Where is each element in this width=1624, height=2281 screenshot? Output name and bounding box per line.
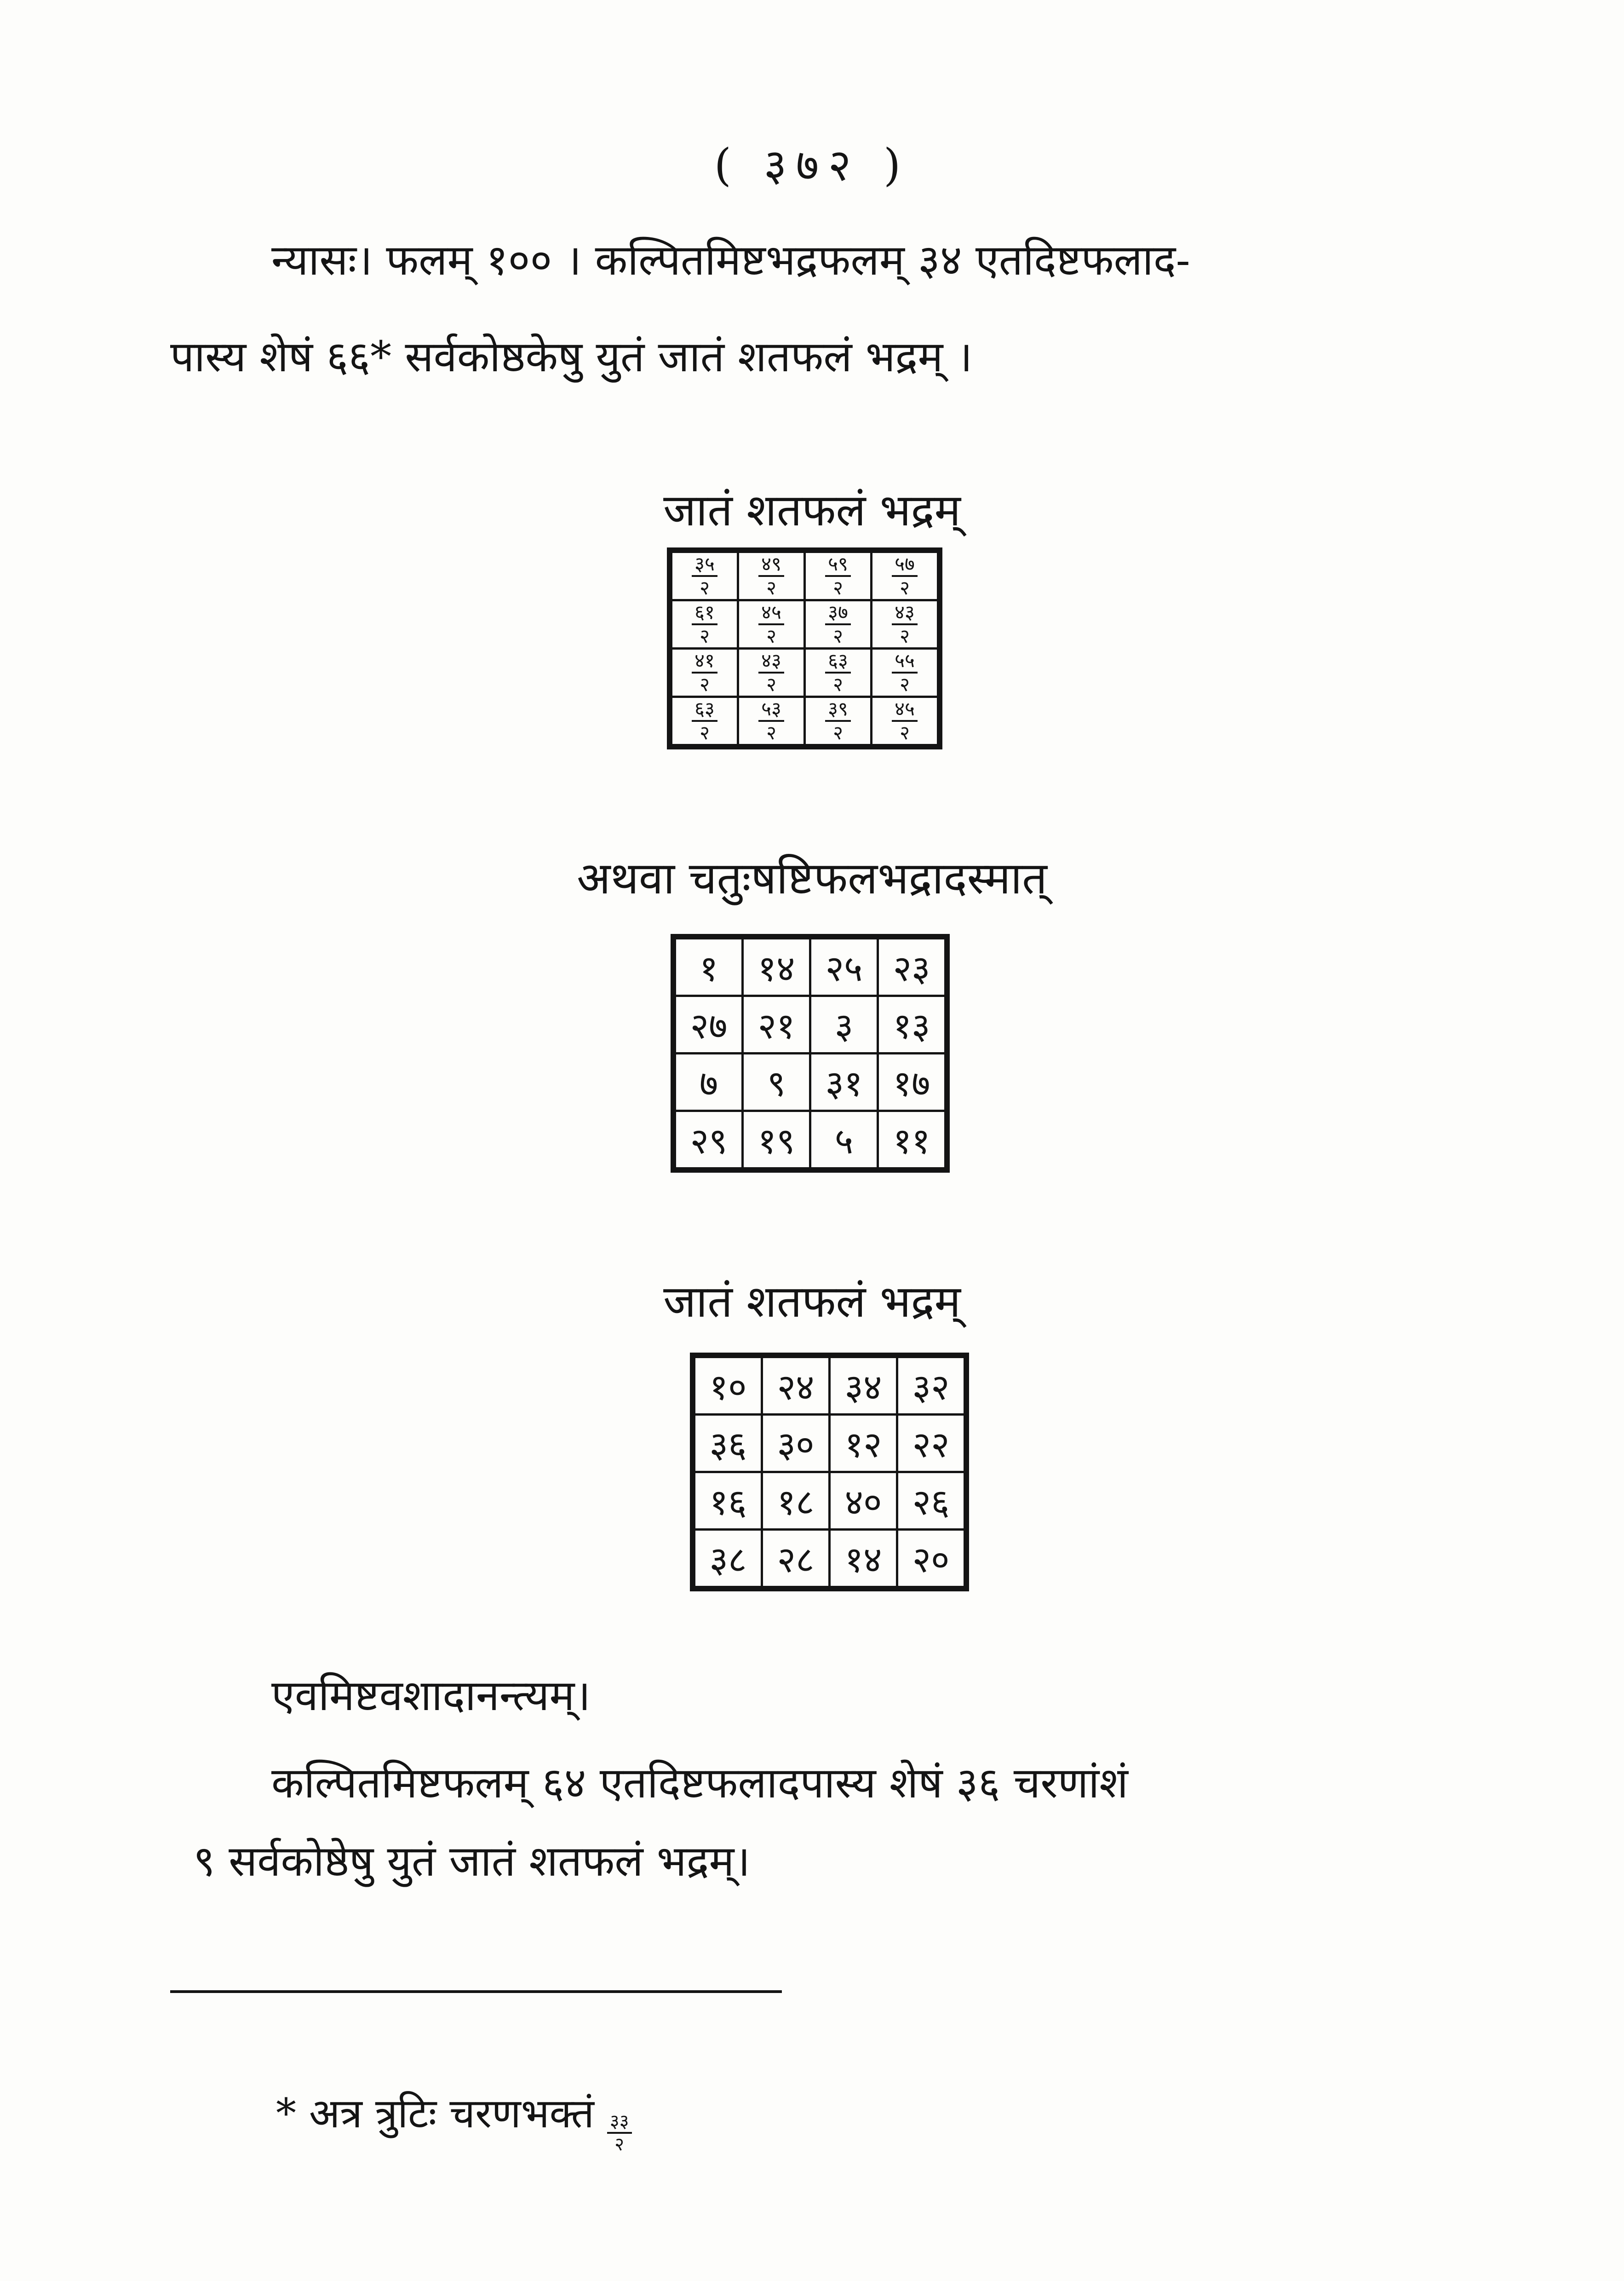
cell-fraction: [892, 651, 918, 694]
grid-row: [673, 1054, 947, 1111]
grid-cell: ३६: [693, 1415, 762, 1472]
grid-cell: ३८: [693, 1530, 762, 1589]
grid-cell: १०: [693, 1355, 762, 1415]
grid-cell: २९: [673, 1111, 743, 1170]
grid-cell: [670, 697, 738, 747]
grid-cell: [670, 600, 738, 649]
heading-grid-1: जातं शतफलं भद्रम्: [663, 484, 961, 536]
grid-cell: २७: [673, 996, 743, 1054]
cell-fraction: [825, 699, 851, 743]
grid-cell: १७: [878, 1054, 947, 1111]
footnote-fraction-numerator: ३३: [609, 2111, 629, 2132]
grid-cell: १: [673, 937, 743, 996]
fraction-denominator: २: [766, 625, 776, 647]
fraction-numerator: ३९: [828, 697, 848, 720]
cell-fraction: [758, 651, 784, 694]
fraction-denominator: २: [900, 625, 910, 647]
cell-fraction: [758, 554, 784, 598]
grid-row: [673, 937, 947, 996]
fraction-numerator: ५७: [895, 553, 915, 575]
grid-cell: [872, 600, 940, 649]
cell-fraction: [692, 603, 717, 646]
fraction-numerator: ४५: [761, 601, 781, 623]
fraction-denominator: २: [833, 576, 843, 599]
grid-row: [693, 1355, 966, 1415]
grid-cell: ११: [878, 1111, 947, 1170]
grid-cell: ३: [810, 996, 878, 1054]
grid-row: [670, 600, 940, 649]
grid-cell: ३१: [810, 1054, 878, 1111]
grid-cell: [805, 550, 872, 600]
fraction-denominator: २: [833, 721, 843, 744]
closing-line-1: एवमिष्टवशादानन्त्यम्।: [271, 1671, 591, 1720]
cell-fraction: [692, 651, 717, 694]
grid-cell: [670, 550, 738, 600]
cell-fraction: [825, 554, 851, 598]
grid-row: [693, 1472, 966, 1530]
fraction-denominator: २: [833, 673, 843, 696]
grid-cell: [738, 649, 805, 697]
grid-row: [670, 697, 940, 747]
footnote: [276, 2084, 632, 2154]
grid-cell: ५: [810, 1111, 878, 1170]
closing-line-2: कल्पितमिष्टफलम् ६४ एतदिष्टफलादपास्य शेषं ३६ चरणांशं: [271, 1758, 1128, 1808]
cell-fraction: [692, 699, 717, 743]
grid-cell: [872, 649, 940, 697]
grid-row: [693, 1415, 966, 1472]
grid-cell: ३२: [897, 1355, 967, 1415]
cell-fraction: [892, 554, 918, 598]
grid-cell: २६: [897, 1472, 967, 1530]
grid-row: [673, 1111, 947, 1170]
grid-cell: [738, 697, 805, 747]
fraction-numerator: ४१: [694, 649, 715, 672]
fraction-denominator: २: [766, 576, 776, 599]
cell-fraction: [892, 603, 918, 646]
fraction-numerator: ६३: [694, 697, 715, 720]
closing-line-3: ९ सर्वकोष्ठेषु युतं जातं शतफलं भद्रम्।: [193, 1837, 751, 1886]
grid-cell: २०: [897, 1530, 967, 1589]
grid-cell: ४०: [830, 1472, 897, 1530]
grid-cell: २४: [762, 1355, 830, 1415]
page-number: ( ३७२ ): [714, 139, 910, 191]
grid-cell: १८: [762, 1472, 830, 1530]
fraction-denominator: २: [900, 576, 910, 599]
intro-line-1: न्यासः। फलम् १०० । कल्पितमिष्टभद्रफलम् ३४ एतदिष्टफलाद-: [271, 236, 1190, 285]
fraction-numerator: ६१: [694, 601, 715, 623]
grid-cell: [805, 697, 872, 747]
grid-cell: [805, 649, 872, 697]
footnote-divider: [170, 1990, 782, 1993]
fraction-numerator: ५५: [895, 649, 915, 672]
grid-cell: २५: [810, 937, 878, 996]
fraction-denominator: २: [700, 625, 710, 647]
grid-cell: [872, 697, 940, 747]
intro-line-2: पास्य शेषं ६६* सर्वकोष्ठकेषु युतं जातं शतफलं भद्रम् ।: [170, 332, 973, 381]
fraction-denominator: २: [833, 625, 843, 647]
grid-cell: [738, 550, 805, 600]
fraction-denominator: २: [766, 673, 776, 696]
cell-fraction: [825, 651, 851, 694]
fraction-denominator: २: [766, 721, 776, 744]
footnote-fraction-denominator: २: [614, 2134, 625, 2155]
fraction-numerator: ३७: [828, 601, 848, 623]
grid-row: [693, 1530, 966, 1589]
cell-fraction: [692, 554, 717, 598]
magic-square-100: [690, 1353, 969, 1591]
grid-cell: ३०: [762, 1415, 830, 1472]
fraction-numerator: ४३: [895, 601, 915, 623]
grid-cell: ३४: [830, 1355, 897, 1415]
fraction-denominator: २: [900, 673, 910, 696]
cell-fraction: [892, 699, 918, 743]
grid-cell: ७: [673, 1054, 743, 1111]
heading-grid-2: अथवा चतुःषष्टिफलभद्रादस्मात्: [577, 852, 1047, 904]
magic-square-fractions: [667, 547, 942, 749]
fraction-numerator: ४५: [895, 697, 915, 720]
fraction-numerator: ४३: [761, 649, 781, 672]
grid-cell: [805, 600, 872, 649]
fraction-denominator: २: [700, 721, 710, 744]
fraction-numerator: ३५: [694, 553, 715, 575]
grid-cell: [670, 649, 738, 697]
grid-cell: १९: [743, 1111, 810, 1170]
fraction-numerator: ६३: [828, 649, 848, 672]
grid-row: [673, 996, 947, 1054]
grid-cell: १३: [878, 996, 947, 1054]
grid-cell: ९: [743, 1054, 810, 1111]
magic-square-64: [671, 934, 950, 1173]
grid-row: [670, 649, 940, 697]
grid-cell: २२: [897, 1415, 967, 1472]
cell-fraction: [758, 603, 784, 646]
cell-fraction: [825, 603, 851, 646]
grid-cell: [872, 550, 940, 600]
fraction-numerator: ४९: [761, 553, 781, 575]
grid-row: [670, 550, 940, 600]
fraction-denominator: २: [700, 576, 710, 599]
grid-cell: १४: [743, 937, 810, 996]
footnote-fraction: [607, 2112, 632, 2154]
fraction-denominator: २: [900, 721, 910, 744]
fraction-numerator: ५९: [828, 553, 848, 575]
footnote-text: * अत्र त्रुटिः चरणभक्तं: [276, 2090, 594, 2137]
heading-grid-3: जातं शतफलं भद्रम्: [663, 1276, 961, 1327]
cell-fraction: [758, 699, 784, 743]
grid-cell: [738, 600, 805, 649]
grid-cell: २८: [762, 1530, 830, 1589]
grid-cell: १६: [693, 1472, 762, 1530]
grid-cell: १४: [830, 1530, 897, 1589]
fraction-numerator: ५३: [761, 697, 781, 720]
grid-cell: २३: [878, 937, 947, 996]
grid-cell: २१: [743, 996, 810, 1054]
fraction-denominator: २: [700, 673, 710, 696]
grid-cell: १२: [830, 1415, 897, 1472]
